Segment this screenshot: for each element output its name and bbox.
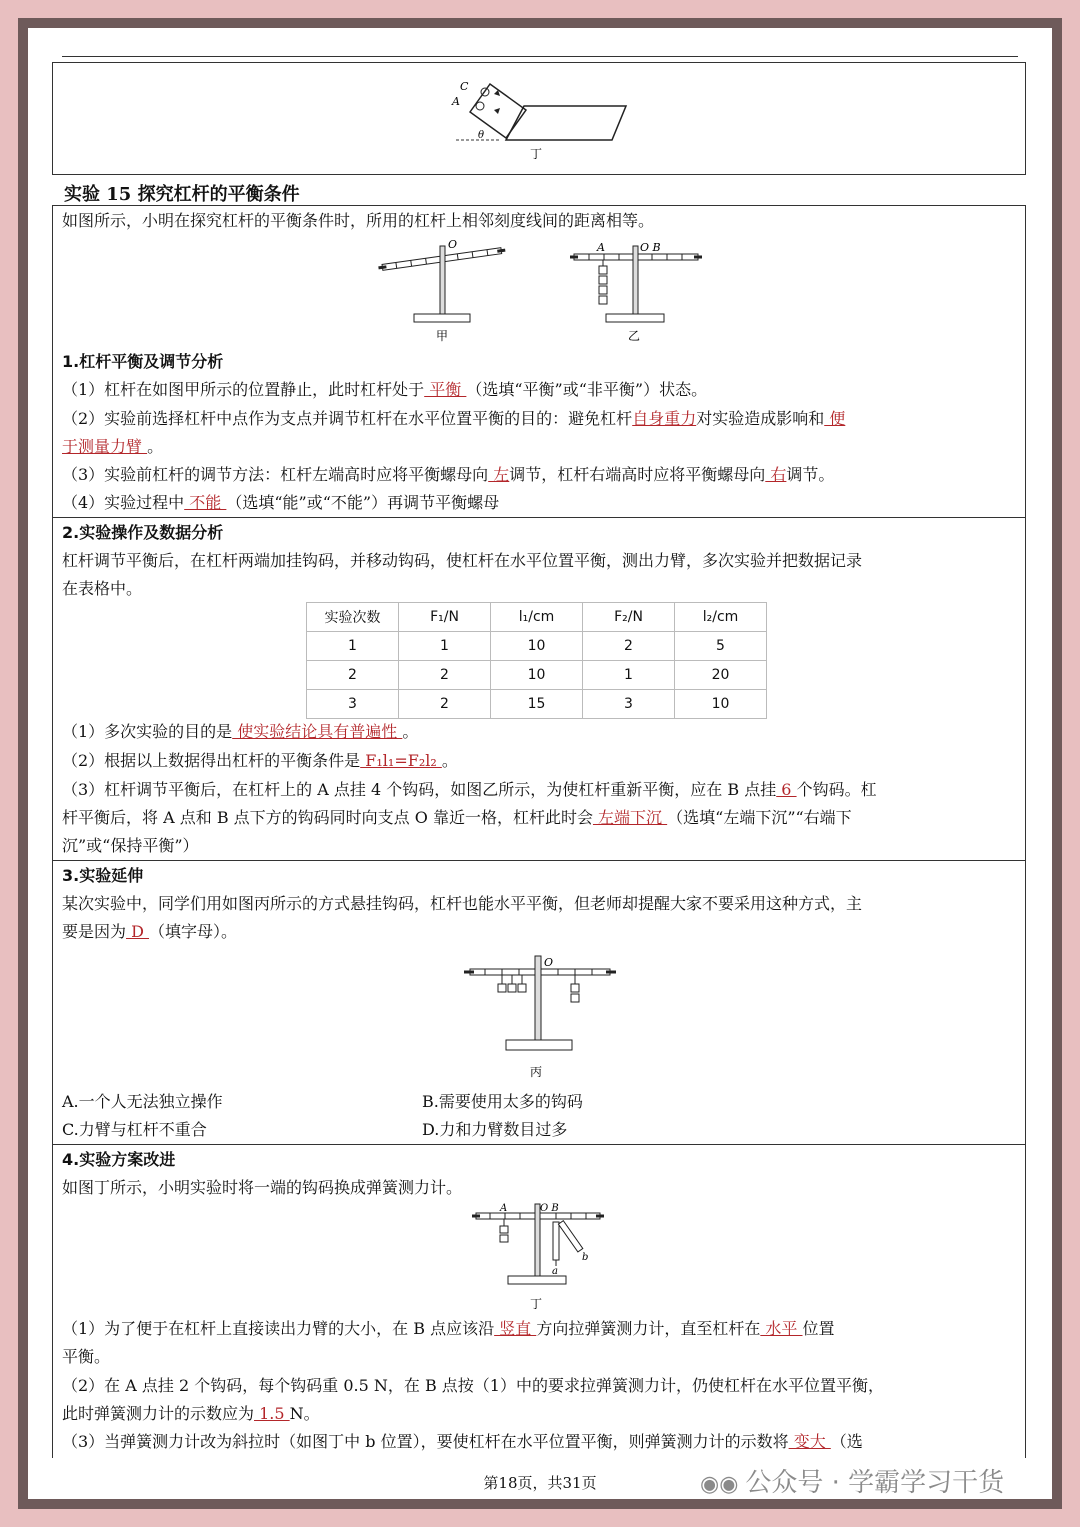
s2-q2-answer: F₁l₁=F₂l₂ (360, 751, 442, 770)
ding-lb: b (582, 1252, 589, 1263)
table-cell: 10 (491, 632, 583, 661)
table-row (307, 632, 767, 661)
table-header-row (307, 603, 767, 632)
s4-q1-line2: 平衡。 (62, 1347, 111, 1366)
s4-q3: （3）当弹簧测力计改为斜拉时（如图丁中 b 位置），要使杠杆在水平位置平衡，则弹簧测力计的示数将 变大 （选 (62, 1432, 863, 1451)
table-cell: 1 (307, 632, 399, 661)
s1-q3: （3）实验前杠杆的调节方法：杠杆左端高时应将平衡螺母向 左调节，杠杆右端高时应将平衡螺母向 右调节。 (62, 465, 835, 484)
yi-a: A (597, 241, 605, 254)
divider-1 (52, 517, 1026, 518)
s4-q2-line2: 此时弹簧测力计的示数应为 1.5 N。 (62, 1404, 320, 1423)
bing-caption: 丙 (530, 1065, 543, 1079)
divider-3 (52, 1144, 1026, 1145)
s1-q2: （2）实验前选择杠杆中点作为支点并调节杠杆在水平位置平衡的目的：避免杠杆自身重力对实验造成影响和 便 (62, 409, 846, 428)
s2-text2: 在表格中。 (62, 579, 143, 598)
wechat-icon: ◉◉ (700, 1472, 746, 1497)
s4-q1: （1）为了便于在杠杆上直接读出力臂的大小，在 B 点应该沿 竖直 方向拉弹簧测力计，直至杠杆在 水平 位置 (62, 1319, 835, 1338)
s1-q3-answer1: 左 (488, 465, 510, 484)
s4-q1-answer2: 水平 (760, 1319, 803, 1338)
s2-q1-answer: 使实验结论具有普遍性 (232, 722, 403, 741)
table-header: F₁/N (399, 603, 491, 632)
table-row (307, 690, 767, 719)
s2-q3: （3）杠杆调节平衡后，在杠杆上的 A 点挂 4 个钩码，如图乙所示，为使杠杆重新平衡，应在 B 点挂 6 个钩码。杠 (62, 780, 877, 799)
top-figure-caption: 丁 (530, 147, 543, 161)
s1-q4-answer: 不能 (184, 493, 227, 512)
s3-answer: D (126, 922, 150, 941)
option-d: D.力和力臂数目过多 (422, 1120, 568, 1139)
yi-ob: O B (640, 241, 661, 254)
s4-q1-answer1: 竖直 (494, 1319, 537, 1338)
table-header: l₁/cm (491, 603, 583, 632)
option-a: A.一个人无法独立操作 (62, 1092, 223, 1111)
section3-heading: 3.实验延伸 (62, 866, 144, 885)
s4-q2: （2）在 A 点挂 2 个钩码，每个钩码重 0.5 N，在 B 点按（1）中的要求拉弹簧测力计，仍使杠杆在水平位置平衡， (62, 1376, 884, 1395)
label-a: A (452, 95, 460, 108)
s2-q3-answer: 6 (776, 780, 797, 799)
table-cell: 10 (675, 690, 767, 719)
s2-q2: （2）根据以上数据得出杠杆的平衡条件是 F₁l₁=F₂l₂ 。 (62, 751, 458, 770)
table-cell: 2 (583, 632, 675, 661)
table-cell: 1 (583, 661, 675, 690)
table-cell: 10 (491, 661, 583, 690)
s1-q2-answer2b: 于测量力臂 (62, 437, 148, 456)
bing-o: O (544, 956, 554, 969)
table-cell: 3 (307, 690, 399, 719)
table-cell: 2 (307, 661, 399, 690)
header-rule (62, 56, 1018, 57)
table-cell: 1 (399, 632, 491, 661)
s1-q1: （1）杠杆在如图甲所示的位置静止，此时杠杆处于 平衡 （选填“平衡”或“非平衡”）状态。 (62, 380, 708, 399)
s4-text1: 如图丁所示，小明实验时将一端的钩码换成弹簧测力计。 (62, 1178, 463, 1197)
table-header: F₂/N (583, 603, 675, 632)
s2-q1: （1）多次实验的目的是 使实验结论具有普遍性 。 (62, 722, 419, 741)
experiment-title: 实验 15 探究杠杆的平衡条件 (64, 184, 300, 205)
intro-text: 如图所示，小明在探究杠杆的平衡条件时，所用的杠杆上相邻刻度线间的距离相等。 (62, 211, 655, 230)
s4-q3-answer: 变大 (788, 1432, 831, 1451)
data-table (306, 602, 767, 719)
s3-text2: 要是因为 D （填字母）。 (62, 922, 238, 941)
divider-2 (52, 860, 1026, 861)
s3-text1: 某次实验中，同学们用如图丙所示的方式悬挂钩码，杠杆也能水平平衡，但老师却提醒大家不要采用这种方式，主 (62, 894, 863, 913)
section2-heading: 2.实验操作及数据分析 (62, 523, 224, 542)
incline-figure (440, 72, 640, 164)
watermark: ◉◉ 公众号 · 学霸学习干货 (700, 1468, 1005, 1498)
table-row (307, 661, 767, 690)
page-footer: 第18页，共31页 (483, 1474, 597, 1492)
section4-heading: 4.实验方案改进 (62, 1150, 176, 1169)
label-theta: θ (478, 130, 485, 141)
section1-heading: 1.杠杆平衡及调节分析 (62, 352, 224, 371)
option-b: B.需要使用太多的钩码 (422, 1092, 583, 1111)
s2-q3-answer2: 左端下沉 (592, 808, 668, 827)
s2-q3-line2: 杆平衡后，将 A 点和 B 点下方的钩码同时向支点 O 靠近一格，杠杆此时会 左端下沉 （选填“左端下沉”“右端下 (62, 808, 852, 827)
option-c: C.力臂与杠杆不重合 (62, 1120, 207, 1139)
s1-q2-answer1: 自身重力 (632, 409, 697, 428)
ding-a: A (500, 1203, 508, 1214)
table-header: 实验次数 (307, 603, 399, 632)
ding-caption: 丁 (530, 1297, 543, 1311)
ding-ob: O B (540, 1203, 559, 1214)
lever-figure-ding (468, 1200, 608, 1314)
table-header: l₂/cm (675, 603, 767, 632)
jia-caption: 甲 (436, 329, 449, 343)
label-c: C (460, 80, 469, 93)
table-cell: 2 (399, 690, 491, 719)
ding-la: a (552, 1266, 558, 1277)
s4-q2-answer: 1.5 (254, 1404, 290, 1423)
s1-q2-answer2a: 便 (824, 409, 846, 428)
s2-text1: 杠杆调节平衡后，在杠杆两端加挂钩码，并移动钩码，使杠杆在水平位置平衡，测出力臂，多次实验并把数据记录 (62, 551, 863, 570)
s1-q4: （4）实验过程中 不能 （选填“能”或“不能”）再调节平衡螺母 (62, 493, 500, 512)
jia-o: O (448, 238, 458, 251)
table-cell: 15 (491, 690, 583, 719)
s1-q3-answer2: 右 (765, 465, 787, 484)
lever-figure-yi (566, 236, 706, 346)
table-cell: 3 (583, 690, 675, 719)
table-cell: 2 (399, 661, 491, 690)
s1-q1-answer: 平衡 (424, 380, 467, 399)
table-cell: 20 (675, 661, 767, 690)
yi-caption: 乙 (628, 329, 641, 343)
s1-q2-line2: 于测量力臂 。 (62, 437, 164, 456)
table-cell: 5 (675, 632, 767, 661)
lever-figure-bing (460, 952, 620, 1082)
lever-figure-jia (376, 236, 516, 346)
s2-q3-line3: 沉”或“保持平衡”） (62, 836, 199, 855)
